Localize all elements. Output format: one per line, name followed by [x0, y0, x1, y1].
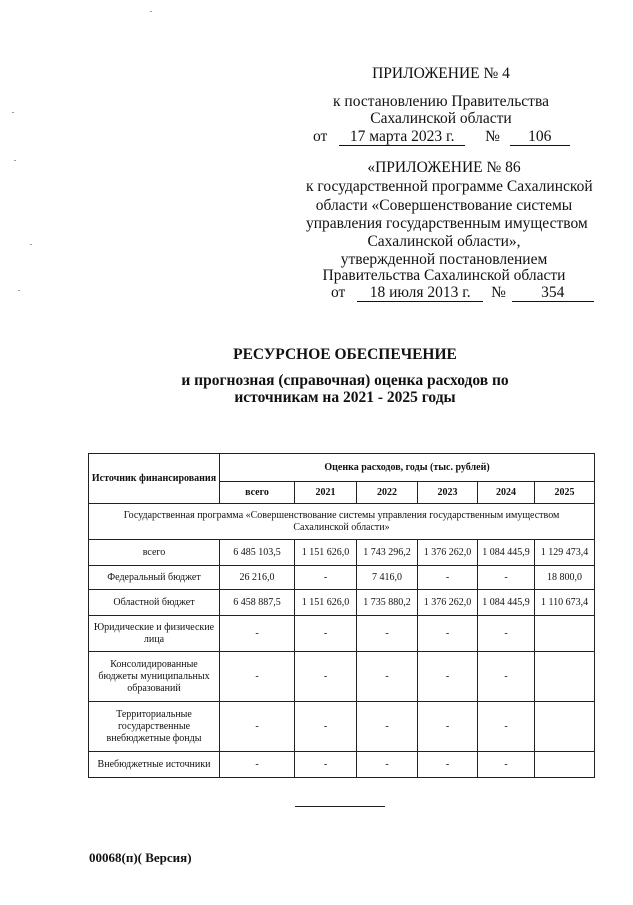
table-cell: - [295, 566, 357, 590]
program-name: Государственная программа «Совершенствование системы управления государственным имуществом Сахалинской области» [89, 504, 595, 540]
row-label: Федеральный бюджет [89, 566, 220, 590]
row-label: Территориальные государственные внебюджетные фонды [89, 702, 220, 752]
table-cell [535, 752, 595, 778]
table-cell: - [418, 702, 478, 752]
column-header: 2023 [418, 482, 478, 504]
closing-rule [295, 806, 385, 807]
appendix-1-line-1: к постановлению Правительства [333, 93, 549, 110]
table-cell: - [418, 616, 478, 652]
table-row [89, 702, 595, 752]
table-cell: - [478, 616, 535, 652]
row-label: всего [89, 540, 220, 566]
scan-speck [30, 244, 32, 245]
appendix-1-from: от [313, 128, 328, 145]
appendix-2-date-line [331, 283, 601, 302]
table-cell: - [478, 566, 535, 590]
appendix-2-line: области «Совершенствование системы [315, 197, 573, 214]
scan-speck [150, 11, 152, 12]
table-cell: 1 110 673,4 [535, 590, 595, 616]
table-cell: - [295, 702, 357, 752]
table-row [89, 590, 595, 616]
table-cell [535, 616, 595, 652]
row-label: Консолидированные бюджеты муниципальных образований [89, 652, 220, 702]
table-cell: 1 376 262,0 [418, 590, 478, 616]
table-header-row [89, 454, 595, 482]
table-cell: - [418, 652, 478, 702]
column-header: 2025 [535, 482, 595, 504]
appendix-2-from: от [331, 284, 346, 301]
table-cell: 1 129 473,4 [535, 540, 595, 566]
appendix-2-title: «ПРИЛОЖЕНИЕ № 86 [367, 159, 521, 176]
appendix-2-date: 18 июля 2013 г. [357, 284, 483, 302]
table-row [89, 566, 595, 590]
table-cell: 7 416,0 [357, 566, 418, 590]
table-row [89, 652, 595, 702]
appendix-2-number: 354 [512, 284, 594, 302]
row-label: Юридические и физические лица [89, 616, 220, 652]
scan-speck [12, 112, 14, 113]
table-cell: - [220, 652, 295, 702]
column-header: 2024 [478, 482, 535, 504]
table-row [89, 616, 595, 652]
table-cell: 1 735 880,2 [357, 590, 418, 616]
appendix-2-line: к государственной программе Сахалинской [306, 178, 593, 195]
table-cell: - [418, 566, 478, 590]
table-row [89, 540, 595, 566]
table-cell: - [220, 752, 295, 778]
table-cell: - [295, 752, 357, 778]
program-row [89, 504, 595, 540]
table-cell: 1 084 445,9 [478, 540, 535, 566]
scan-speck [18, 290, 20, 291]
appendix-1-number: 106 [510, 128, 570, 146]
appendix-2-line: Правительства Сахалинской области [322, 267, 566, 284]
table-cell [535, 702, 595, 752]
footer-code-text: 00068(п)( Версия) [89, 850, 192, 865]
table-cell: - [478, 752, 535, 778]
table-row [89, 752, 595, 778]
appendix-1-date: 17 марта 2023 г. [339, 128, 465, 146]
table-cell: 1 151 626,0 [295, 590, 357, 616]
column-header: всего [220, 482, 295, 504]
appendix-2-line: управления государственным имуществом [306, 215, 588, 232]
resource-table [88, 453, 595, 778]
table-cell: - [220, 616, 295, 652]
table-cell: 6 458 887,5 [220, 590, 295, 616]
appendix-1-line-2: Сахалинской области [370, 110, 512, 127]
column-header: 2021 [295, 482, 357, 504]
column-header: 2022 [357, 482, 418, 504]
appendix-2-line: Сахалинской области», [367, 233, 521, 250]
table-cell: 1 084 445,9 [478, 590, 535, 616]
table-cell [535, 652, 595, 702]
table-cell: - [357, 752, 418, 778]
table-cell: - [418, 752, 478, 778]
table-cell: - [357, 702, 418, 752]
table-cell: 1 743 296,2 [357, 540, 418, 566]
page-subtitle-1: и прогнозная (справочная) оценка расходов по [181, 372, 509, 389]
page-title: РЕСУРСНОЕ ОБЕСПЕЧЕНИЕ [233, 346, 457, 363]
appendix-1-date-line [313, 127, 583, 146]
footer-code [89, 850, 192, 866]
table-cell: 18 800,0 [535, 566, 595, 590]
table-cell: - [295, 616, 357, 652]
scan-speck [14, 160, 16, 161]
page-subtitle-2: источникам на 2021 - 2025 годы [234, 389, 456, 406]
source-header: Источник финансирования [89, 454, 220, 504]
appendix-2-line: утвержденной постановлением [340, 251, 548, 268]
table-cell: 26 216,0 [220, 566, 295, 590]
appendix-1-no: № [485, 128, 500, 145]
table-cell: 1 376 262,0 [418, 540, 478, 566]
row-label: Внебюджетные источники [89, 752, 220, 778]
table-cell: - [357, 616, 418, 652]
table-cell: - [478, 652, 535, 702]
table-cell: - [295, 652, 357, 702]
row-label: Областной бюджет [89, 590, 220, 616]
table-cell: 1 151 626,0 [295, 540, 357, 566]
appendix-1-title: ПРИЛОЖЕНИЕ № 4 [372, 65, 510, 82]
appendix-2-no: № [491, 284, 506, 301]
table-cell: - [357, 652, 418, 702]
table-cell: - [478, 702, 535, 752]
estimate-header: Оценка расходов, годы (тыс. рублей) [220, 454, 595, 482]
table-cell: - [220, 702, 295, 752]
table-cell: 6 485 103,5 [220, 540, 295, 566]
